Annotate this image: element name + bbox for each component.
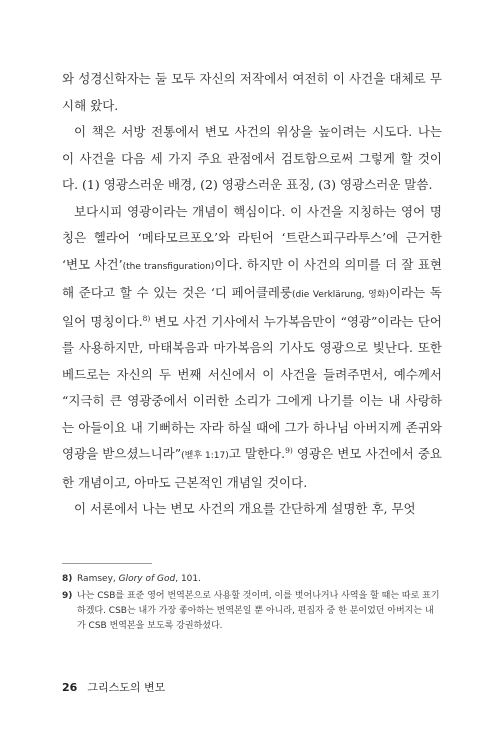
page-footer xyxy=(62,679,165,695)
paragraph-3-text-e: 이라는 독일어 명칭이다. xyxy=(62,285,442,329)
paragraph-1: 와 성경신학자는 둘 모두 자신의 저작에서 여전히 이 사건을 대체로 무시해 왔다. xyxy=(62,71,442,113)
footnote-8 xyxy=(62,572,442,587)
paragraph-3-text-h: 고 말한다. xyxy=(228,446,286,461)
paragraph-3-text-c: 이다. 하지만 이 사건의 의미를 더 잘 표현해 준다고 할 수 있는 것은 ‘디 페어클레룽 xyxy=(62,256,442,300)
footnote-text: 나는 CSB를 표준 영어 번역본으로 사용할 것이며, 이를 벗어나거나 사역을 할 때는 따로 표기하겠다. CSB는 내가 가장 좋아하는 번역본일 뿐 아니라, 편집자 중 한 분이었던 아버지는 내가 CSB 번역본을 보도록 강권하셨다. xyxy=(77,591,440,631)
page-number: 26 xyxy=(62,681,78,694)
footnote-number: 9) xyxy=(62,591,73,601)
footnote-text-end: , 101. xyxy=(175,574,201,584)
footnote-divider xyxy=(62,563,152,564)
running-title: 그리스도의 변모 xyxy=(87,681,166,694)
paragraph-3 xyxy=(62,199,442,497)
paragraph-2: 이 책은 서방 전통에서 변모 사건의 위상을 높이려는 시도다. 나는 이 사건을 다음 세 가지 주요 관점에서 검토함으로써 그렇게 할 것이다. (1) 영광스러운 배경, (2) 영광스러운 표징, (3) 영광스러운 말씀. xyxy=(62,124,442,192)
footnote-9 xyxy=(62,589,442,634)
footnote-ref-9: 9) xyxy=(285,445,293,455)
paragraph-3-english-gloss: (the transfiguration) xyxy=(122,261,215,272)
paragraph-4: 이 서론에서 나는 변모 사건의 개요를 간단하게 설명한 후, 무엇 xyxy=(74,501,416,516)
paragraph-3-text-a: 보다시피 영광이라는 개념이 핵심이다. 이 사건을 지칭하는 영어 명칭은 헬라어 ‘메타모르포오’와 라틴어 ‘트란스피구라투스’에 근거한 ‘변모 사건’ xyxy=(62,203,442,272)
paragraph-3-text-f: 변모 사건 기사에서 누가복음만이 “영광”이라는 단어를 사용하지만, 마태복음과 마가복음의 기사도 영광으로 빛난다. 또한 베드로는 자신의 두 번째 서신에서 이 사건을 들려주면서, 예수께서 “지극히 큰 영광중에서 이러한 소리가 그에게 나기를 이는 내 사랑하는 아들이요 내 기뻐하는 자라 하실 때에 그가 하나님 아버지께 존귀와 영광을 받으셨느니라” xyxy=(62,313,442,461)
scripture-reference: (벧후 1:17) xyxy=(181,451,229,461)
body-text xyxy=(62,66,442,523)
footnotes xyxy=(62,572,442,636)
footnote-number: 8) xyxy=(62,574,73,584)
paragraph-3-text-i: 영광은 변모 사건에서 중요한 개념이고, 아마도 근본적인 개념일 것이다. xyxy=(62,446,442,490)
footnote-ref-8: 8) xyxy=(142,313,151,323)
footnote-text: Ramsey, xyxy=(77,574,119,584)
paragraph-3-german-gloss: (die Verklärung, 영화) xyxy=(292,290,389,300)
footnote-book-title: Glory of God xyxy=(118,574,176,584)
